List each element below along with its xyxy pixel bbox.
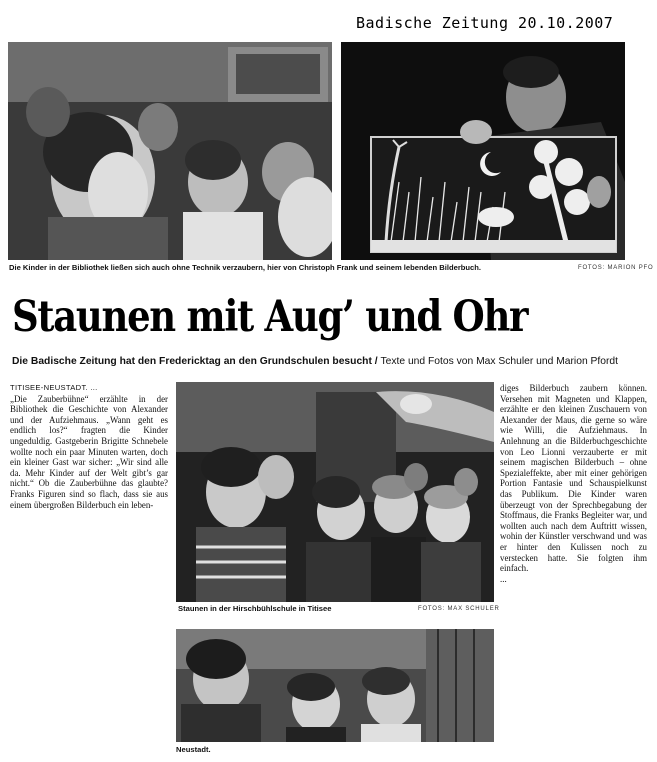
article-end-ellipsis: ... bbox=[500, 573, 507, 584]
photo-bottom bbox=[176, 629, 494, 742]
article-text-col1: „Die Zauberbühne“ erzählte in der Bibliothek die Geschichte von Alexander und der Aufziehmaus. „Wann geht es endlich los?“ fragten die Kinder ungeduldig. Gastgeberin Brigitte Schnebele wollte noch ein paar Minuten warten, doch ein kleiner Gast war sicher: „Wir sind alle da. Mehr Kinder auf der Welt gibt’s gar nicht.“ Ob die Zauberbühne das glaubte? Franks Figuren sind so flach, dass sie aus einem übergroßen Bilderbuch ein leben- bbox=[10, 393, 168, 510]
byline: Texte und Fotos von Max Schuler und Marion Pfordt bbox=[380, 356, 619, 367]
photo-middle bbox=[176, 382, 494, 602]
caption-middle: Staunen in der Hirschbühlschule in Titisee bbox=[178, 604, 332, 613]
subhead-text: Die Badische Zeitung hat den Fredericktag an den Grundschulen besucht / bbox=[12, 356, 378, 367]
credit-top: FOTOS: MARION PFO bbox=[578, 265, 654, 271]
dateline: TITISEE-NEUSTADT. ... bbox=[10, 383, 98, 392]
article-text-col2: diges Bilderbuch zaubern können. Versehen mit Magneten und Klappen, erzählte er den kleinen Zuschauern von Alexander der Maus, die gerne so wäre wie Willi, die Aufziehmaus. In Anlehnung an die Bilderbuchgeschichte von Leo Lionni verzauberte er mit seinem magischen Bilderbuch – ohne Spezialeffekte, aber mit einer gehörigen Portion Fantasie und Schauspielkunst das Publikum. Die Kinder waren überzeugt von der Sprechbegabung der Stoffmaus, die Franks Begleiter war, und wollten auch nach dem Auftritt wissen, wohin der Künstler verschwand und was er hinter den Kulissen noch zu verstecken hatte. Sie folgten ihm einfach. bbox=[500, 383, 647, 574]
caption-top: Die Kinder in der Bibliothek ließen sich auch ohne Technik verzaubern, hier von Christoph Frank und seinem lebenden Bilderbuch. bbox=[9, 263, 482, 272]
subhead bbox=[12, 356, 618, 367]
caption-bottom: Neustadt. bbox=[176, 745, 211, 754]
headline: Staunen mit Aug’ und Ohr bbox=[12, 292, 528, 342]
article-column-2 bbox=[500, 383, 647, 584]
credit-middle: FOTOS: MAX SCHULER bbox=[418, 606, 500, 612]
photo-top-left bbox=[8, 42, 332, 260]
article-column-1 bbox=[10, 383, 168, 510]
photo-top-right bbox=[341, 42, 625, 260]
masthead-date: Badische Zeitung 20.10.2007 bbox=[356, 14, 614, 32]
